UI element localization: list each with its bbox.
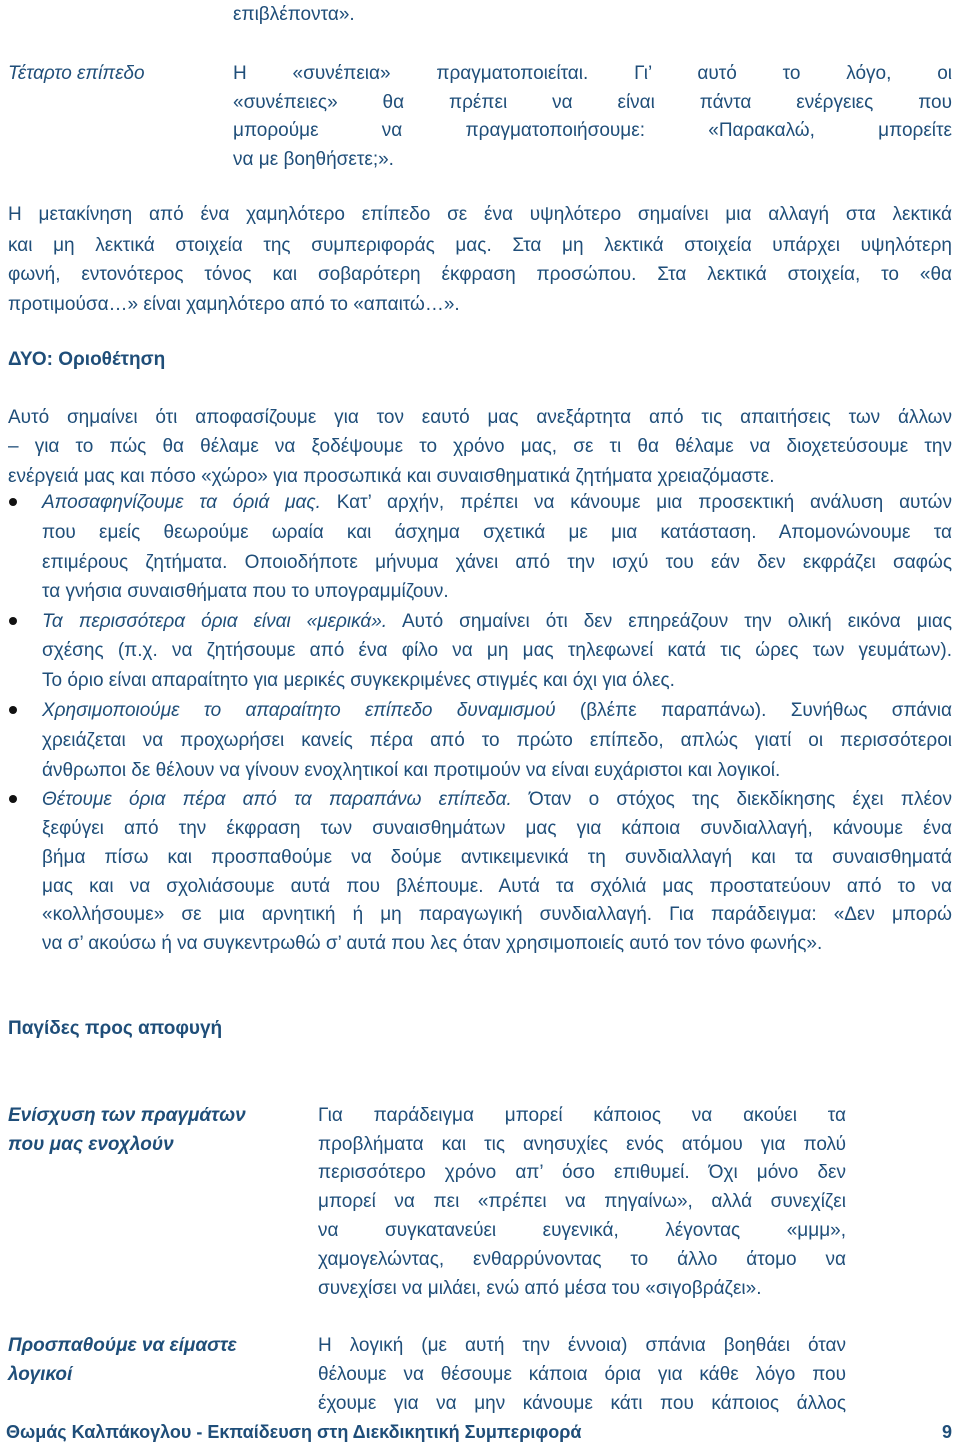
bullet-first-line: [42, 607, 952, 636]
bullet-text: (βλέπε παραπάνω). Συνήθως σπάνια: [579, 700, 953, 721]
pitfall-term: Ενίσχυση των πραγμάτων: [8, 1105, 246, 1126]
bullet-line: χρειάζεται να προχωρήσει κανείς πέρα από το πρώτο επίπεδο, απλώς γιατί οι περισσότεροι: [42, 730, 952, 751]
pitfall-desc-line: Η λογική (με αυτή την έννοια) σπάνια βοηθάει όταν: [318, 1335, 846, 1356]
bullet-title: Τα περισσότερα όρια είναι «μερικά».: [42, 611, 388, 632]
bullet-first-line: [42, 488, 952, 517]
level-text-line: να με βοηθήσετε;».: [233, 149, 394, 170]
paragraph-line: Αυτό σημαίνει ότι αποφασίζουμε για τον εαυτό μας ανεξάρτητα από τις απαιτήσεις των άλλων: [8, 407, 952, 428]
pitfall-desc-line: θέλουμε να θέσουμε κάποια όρια για κάθε λόγο που: [318, 1364, 846, 1385]
bullet-text: Αυτό σημαίνει ότι δεν επηρεάζουν την ολική εικόνα μιας: [402, 611, 953, 632]
bullet-line: Το όριο είναι απαραίτητο για μερικές συγκεκριμένες στιγμές και όχι για όλες.: [42, 670, 675, 691]
level-label: Τέταρτο επίπεδο: [8, 63, 145, 84]
paragraph-line: και μη λεκτικά στοιχεία της συμπεριφοράς μας. Στα μη λεκτικά στοιχεία υπάρχει υψηλότερη: [8, 235, 952, 256]
bullet-line: τα γνήσια συναισθήματα που το υπογραμμίζουν.: [42, 581, 449, 602]
bullet-text: Κατ’ αρχήν, πρέπει να κάνουμε μια προσεκτική ανάλυση αυτών: [336, 492, 953, 513]
pitfall-desc-line: συνεχίσει να μιλάει, ενώ από μέσα του «σιγοβράζει».: [318, 1278, 762, 1299]
bullet-line: μας και να σχολιάσουμε αυτά που βλέπουμε. Αυτά τα σχόλιά μας προστατεύουν από το να: [42, 876, 952, 897]
bullet-title: Χρησιμοποιούμε το απαραίτητο επίπεδο δυναμισμού: [42, 700, 556, 721]
pitfall-desc-line: μπορεί να πει «πρέπει να πηγαίνω», αλλά συνεχίζει: [318, 1191, 846, 1212]
bullet-line: σχέσης (π.χ. να ζητήσουμε από ένα φίλο να μη μας τηλεφωνεί κατά τις ώρες των γευμάτων).: [42, 640, 952, 661]
bullet-first-line: [42, 696, 952, 725]
pitfall-desc-line: να συγκατανεύει ευγενικά, λέγοντας «μμμ»,: [318, 1220, 846, 1241]
bullet-line: άνθρωποι δε θέλουν να γίνουν ενοχλητικοί και προτιμούν να είναι ευχάριστοι και λογικοί.: [42, 760, 781, 781]
pitfall-desc-line: έχουμε για να μην κάνουμε κάτι που κάποιος άλλος: [318, 1393, 846, 1414]
pitfalls-heading: Παγίδες προς αποφυγή: [8, 1018, 223, 1039]
bullet-dot: [9, 706, 17, 714]
pitfall-term: Προσπαθούμε να είμαστε: [8, 1335, 237, 1356]
pitfall-desc-line: περισσότερο χρόνο απ’ όσο επιθυμεί. Όχι μόνο δεν: [318, 1162, 846, 1183]
bullet-dot: [9, 795, 17, 803]
bullet-line: επιμέρους ζητήματα. Οποιοδήποτε μήνυμα χάνει από την ισχύ του εάν δεν εκφράζει σαφώς: [42, 552, 952, 573]
level-text-line: Η «συνέπεια» πραγματοποιείται. Γι’ αυτό το λόγο, οι: [233, 63, 952, 84]
paragraph-line: Η μετακίνηση από ένα χαμηλότερο επίπεδο σε ένα υψηλότερο σημαίνει μια αλλαγή στα λεκτικά: [8, 204, 952, 225]
bullet-line: ξεφύγει από την έκφραση των συναισθημάτων μας για κάποια συνδιαλλαγή, κάνουμε ένα: [42, 818, 952, 839]
bullet-line: που εμείς θεωρούμε ωραία και άσχημα σχετικά με μια κατάσταση. Απομονώνουμε τα: [42, 522, 952, 543]
level-text-line: «συνέπειες» θα πρέπει να είναι πάντα ενέργειες που: [233, 92, 952, 113]
section-heading: ΔΥΟ: Οριοθέτηση: [8, 349, 166, 370]
pitfall-term: που μας ενοχλούν: [8, 1134, 174, 1155]
pitfall-term: λογικοί: [8, 1364, 73, 1385]
bullet-title: Θέτουμε όρια πέρα από τα παραπάνω επίπεδα.: [42, 789, 512, 810]
paragraph-line: προτιμούσα…» είναι χαμηλότερο από το «απαιτώ…».: [8, 294, 460, 315]
bullet-title: Αποσαφηνίζουμε τα όριά μας.: [42, 492, 321, 513]
paragraph-line: – για το πώς θα θέλαμε να ξοδέψουμε το χρόνο μας, σε τι θα θέλαμε να διοχετεύσουμε την: [8, 436, 952, 457]
pitfall-desc-line: Για παράδειγμα μπορεί κάποιος να ακούει τα: [318, 1105, 846, 1126]
bullet-first-line: [42, 785, 952, 814]
paragraph-line: ενέργειά μας και πόσο «χώρο» για προσωπικά και συναισθηματικά ζητήματα χρειαζόμαστε.: [8, 466, 775, 487]
bullet-dot: [9, 498, 17, 506]
bullet-line: «κολλήσουμε» σε μια αρνητική ή μη παραγωγική συνδιαλλαγή. Για παράδειγμα: «Δεν μπορώ: [42, 904, 952, 925]
bullet-line: να σ’ ακούσω ή να συγκεντρωθώ σ’ αυτά που λες όταν χρησιμοποιείς αυτό τον τόνο φωνής».: [42, 933, 823, 954]
bullet-dot: [9, 617, 17, 625]
page-footer: [6, 1418, 952, 1446]
pitfall-desc-line: χαμογελώντας, ενθαρρύνοντας το άλλο άτομο να: [318, 1249, 846, 1270]
pitfall-desc-line: προβλήματα και τις ανησυχίες ενός ατόμου για πολύ: [318, 1134, 846, 1155]
bullet-line: βήμα πίσω και προσπαθούμε να δούμε αντικειμενικά τη συνδιαλλαγή και τα συναισθηματά: [42, 847, 952, 868]
level-text-line: μπορούμε να πραγματοποιήσουμε: «Παρακαλώ, μπορείτε: [233, 120, 952, 141]
page-number: 9: [941, 1422, 952, 1442]
footer-text: Θωμάς Καλπάκογλου - Εκπαίδευση στη Διεκδικητική Συμπεριφορά: [6, 1422, 582, 1442]
paragraph-line: φωνή, εντονότερος τόνος και σοβαρότερη έκφραση προσώπου. Στα λεκτικά στοιχεία, το «θα: [8, 264, 952, 285]
top-continuation-line: επιβλέποντα».: [233, 4, 355, 25]
bullet-text: Όταν ο στόχος της διεκδίκησης έχει πλέον: [528, 789, 952, 810]
